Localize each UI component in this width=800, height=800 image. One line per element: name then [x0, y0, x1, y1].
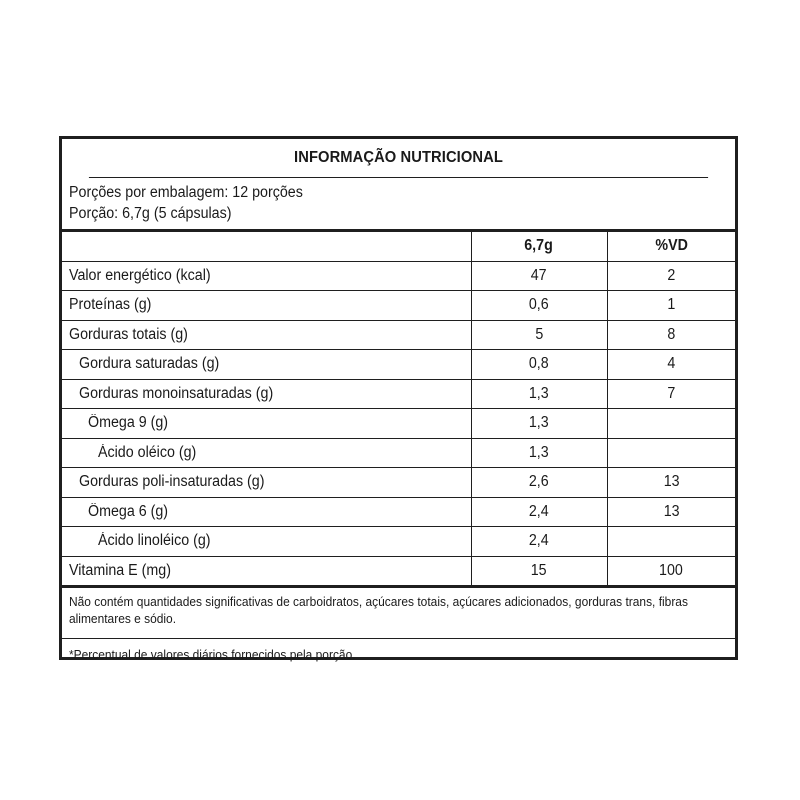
row-vd [607, 438, 735, 468]
row-vd: 1 [607, 291, 735, 321]
header-vd-cell: %VD [607, 232, 735, 261]
table-row [62, 291, 735, 321]
table-row [62, 409, 735, 439]
header-amount-cell: 6,7g [471, 232, 607, 261]
row-amount: 2,4 [471, 497, 607, 527]
table-row [62, 497, 735, 527]
row-vd [607, 409, 735, 439]
row-amount: 2,4 [471, 527, 607, 557]
row-amount: 0,6 [471, 291, 607, 321]
row-amount: 1,3 [471, 379, 607, 409]
nutrition-facts-panel [59, 136, 738, 660]
row-label: Proteínas (g) [62, 291, 471, 321]
row-label: Vitamina E (mg) [62, 556, 471, 587]
row-vd [607, 527, 735, 557]
row-vd: 100 [607, 556, 735, 587]
row-label: Ômega 6 (g) [62, 497, 471, 527]
row-vd: 7 [607, 379, 735, 409]
table-row [62, 320, 735, 350]
row-amount: 1,3 [471, 438, 607, 468]
panel-title: INFORMAÇÃO NUTRICIONAL [89, 139, 708, 178]
table-row [62, 438, 735, 468]
row-label: Gorduras monoinsaturadas (g) [62, 379, 471, 409]
table-row [62, 350, 735, 380]
table-header-row [62, 232, 735, 261]
portion-size: Porção: 6,7g (5 cápsulas) [69, 205, 232, 222]
nutrition-table [62, 232, 735, 588]
portions-per-package: Porções por embalagem: 12 porções [69, 184, 303, 201]
table-row [62, 468, 735, 498]
row-amount: 0,8 [471, 350, 607, 380]
not-significant-text: Não contém quantidades significativas de carboidratos, açúcares totais, açúcares adicionados, gorduras trans, fibras alimentares e sódio. [69, 594, 688, 626]
row-amount: 1,3 [471, 409, 607, 439]
footnote-text: *Percentual de valores diários fornecidos pela porção. [69, 647, 356, 662]
row-amount: 2,6 [471, 468, 607, 498]
row-vd: 2 [607, 261, 735, 291]
row-vd: 13 [607, 497, 735, 527]
row-amount: 5 [471, 320, 607, 350]
row-vd: 13 [607, 468, 735, 498]
row-vd: 8 [607, 320, 735, 350]
row-amount: 15 [471, 556, 607, 587]
table-row [62, 556, 735, 587]
row-label: Gorduras totais (g) [62, 320, 471, 350]
footnote [62, 639, 735, 663]
row-amount: 47 [471, 261, 607, 291]
table-row [62, 527, 735, 557]
row-label: Gorduras poli-insaturadas (g) [62, 468, 471, 498]
row-label: Ácido oléico (g) [62, 438, 471, 468]
header-label-cell [62, 232, 471, 261]
not-significant-note [62, 588, 735, 639]
portions-info [62, 178, 735, 232]
row-label: Ômega 9 (g) [62, 409, 471, 439]
table-row [62, 261, 735, 291]
row-vd: 4 [607, 350, 735, 380]
table-row [62, 379, 735, 409]
row-label: Gordura saturadas (g) [62, 350, 471, 380]
row-label: Ácido linoléico (g) [62, 527, 471, 557]
row-label: Valor energético (kcal) [62, 261, 471, 291]
